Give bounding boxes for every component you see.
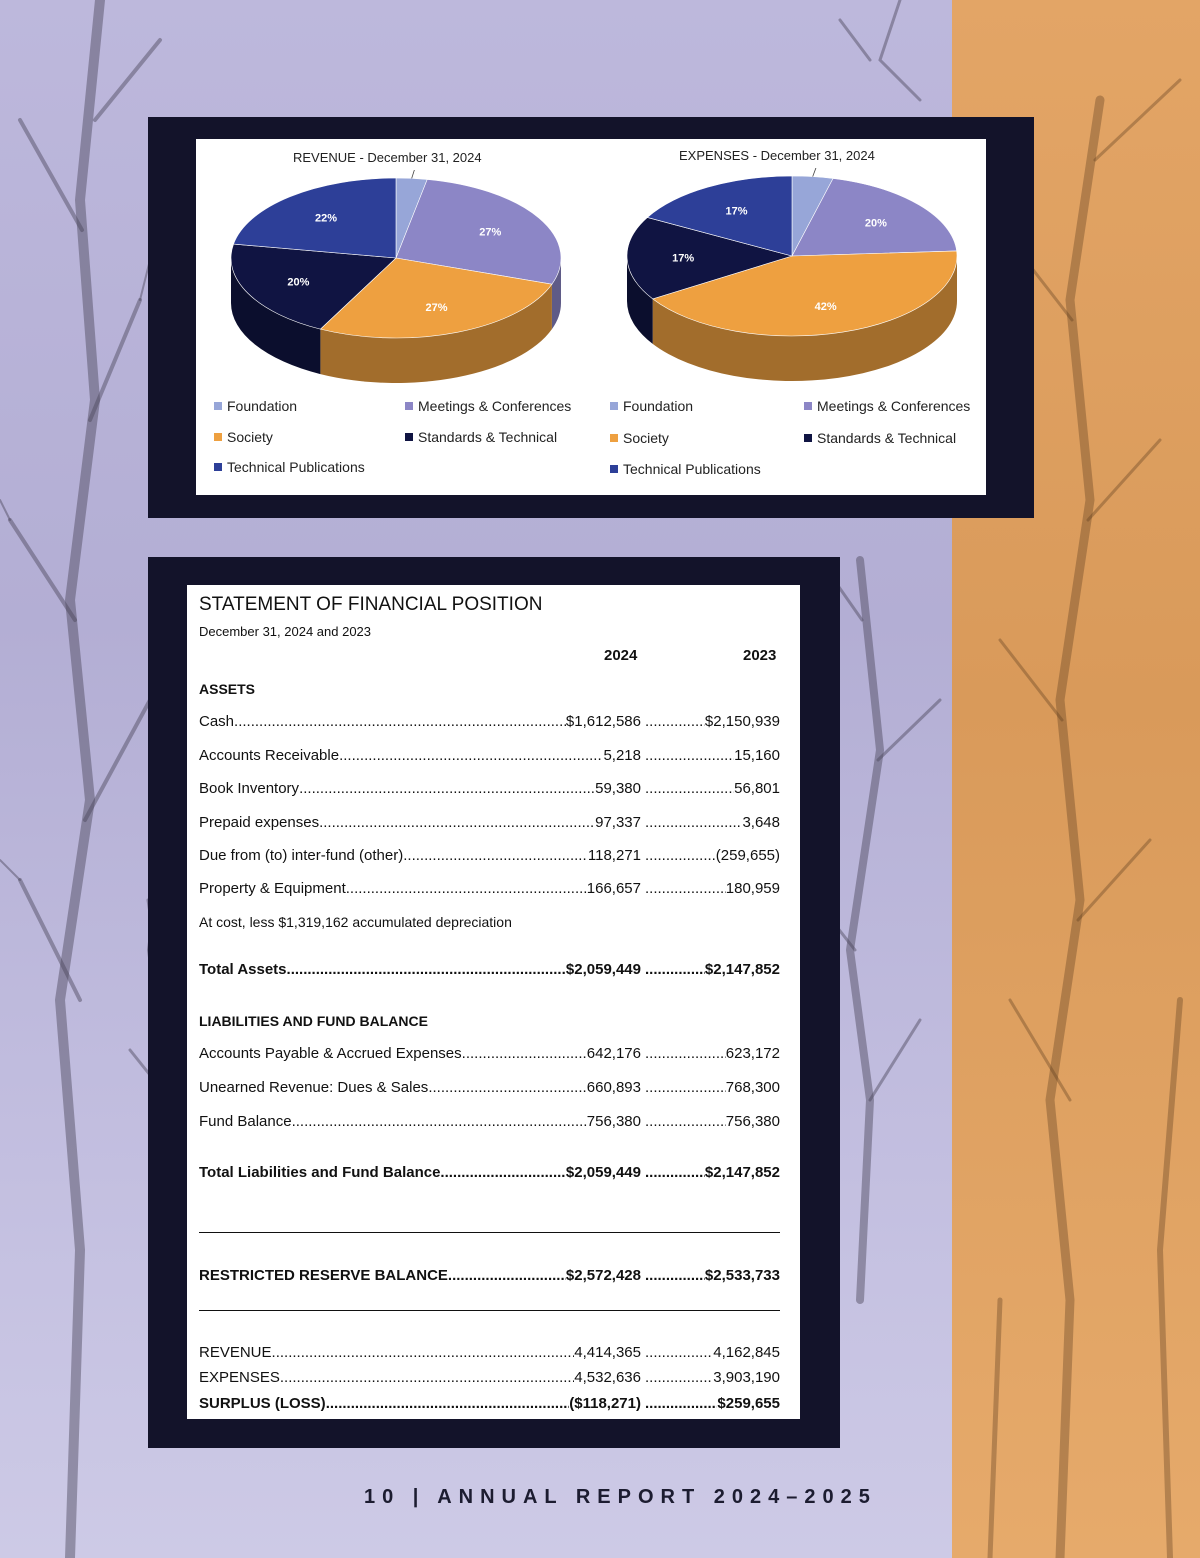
table-row-revenue (199, 1344, 780, 1364)
value-2024: 4,414,365 (574, 1344, 641, 1361)
value-2024: 4,532,636 (574, 1369, 641, 1386)
pie-data-label-standards: 20% (287, 276, 310, 289)
table-row-unearned-revenue (199, 1079, 780, 1099)
value-2024: $1,612,586 (565, 713, 641, 730)
pie-data-label-society: 27% (425, 302, 448, 315)
value-2023: (259,655) (715, 847, 780, 864)
row-label: Total Assets (199, 961, 287, 978)
row-label-cell (199, 814, 641, 831)
expenses-legend-technical-publications (610, 461, 761, 477)
row-2023-cell (645, 1395, 780, 1412)
leader-dots (645, 1113, 726, 1130)
row-2023-cell (645, 880, 780, 897)
value-2024: 642,176 (586, 1045, 641, 1062)
leader-dots (292, 1113, 587, 1130)
revenue-legend-standards (405, 429, 557, 445)
expenses-legend-society (610, 430, 669, 446)
leader-dots (428, 1079, 586, 1096)
table-row-total-liabilities (199, 1164, 780, 1184)
revenue-legend-technical-publications (214, 459, 365, 475)
value-2024: $2,572,428 (565, 1267, 641, 1284)
leader-dots (645, 1395, 717, 1412)
row-2023-cell (645, 1113, 780, 1130)
row-label-cell (199, 880, 641, 897)
divider-rule (199, 1310, 780, 1311)
row-label-cell (199, 1164, 641, 1181)
value-2023: 15,160 (734, 747, 780, 764)
row-label-cell (199, 1079, 641, 1096)
row-label-cell (199, 1267, 641, 1284)
row-label-cell (199, 780, 641, 797)
pie-data-label-meetings: 20% (864, 217, 887, 230)
table-row-accounts-receivable (199, 747, 780, 767)
value-2023: $2,150,939 (704, 713, 780, 730)
legend-swatch (804, 402, 812, 410)
row-2023-cell (645, 780, 780, 797)
table-row-restricted-reserve (199, 1267, 780, 1287)
expenses-chart-title: EXPENSES - December 31, 2024 (679, 148, 875, 163)
liabilities-heading: LIABILITIES AND FUND BALANCE (199, 1013, 428, 1029)
value-2023: 3,903,190 (713, 1369, 780, 1386)
row-label-cell (199, 747, 641, 764)
row-label: Unearned Revenue: Dues & Sales (199, 1079, 429, 1096)
leader-dots (645, 1369, 713, 1386)
leader-dots (462, 1045, 587, 1062)
leader-dots (645, 814, 742, 831)
expenses-legend-meetings (804, 398, 970, 414)
assets-heading: ASSETS (199, 681, 256, 697)
row-2023-cell (645, 713, 780, 730)
row-label-cell (199, 1045, 641, 1062)
row-label: Total Liabilities and Fund Balance (199, 1164, 441, 1181)
divider-rule (199, 1232, 780, 1233)
page-footer: 10 | ANNUAL REPORT 2024–2025 (364, 1486, 877, 1508)
table-row-expenses (199, 1369, 780, 1389)
value-2023: $2,533,733 (704, 1267, 780, 1284)
pie-data-label-society: 42% (814, 301, 837, 314)
row-label: SURPLUS (LOSS) (199, 1395, 326, 1412)
row-label-cell (199, 961, 641, 978)
legend-swatch (405, 402, 413, 410)
pie-leader-line (813, 168, 818, 177)
row-2023-cell (645, 1164, 780, 1181)
table-row-property-equipment (199, 880, 780, 900)
leader-dots (645, 1267, 705, 1284)
leader-dots (319, 814, 595, 831)
legend-swatch (214, 402, 222, 410)
value-2023: 56,801 (734, 780, 780, 797)
row-2023-cell (645, 747, 780, 764)
row-label-cell (199, 847, 641, 864)
row-label-cell (199, 1113, 641, 1130)
statement-panel (187, 585, 800, 1419)
value-2023: 768,300 (725, 1079, 780, 1096)
table-row-surplus-loss (199, 1395, 780, 1415)
legend-swatch (610, 402, 618, 410)
value-2023: 4,162,845 (713, 1344, 780, 1361)
table-row-prepaid-expenses (199, 814, 780, 834)
legend-swatch (214, 433, 222, 441)
revenue-legend-meetings (405, 398, 571, 414)
row-label: RESTRICTED RESERVE BALANCE (199, 1267, 448, 1284)
leader-dots (645, 1164, 705, 1181)
table-row-fund-balance (199, 1113, 780, 1133)
leader-dots (440, 1164, 566, 1181)
pie-leader-line (412, 170, 416, 178)
leader-dots (287, 961, 566, 978)
row-label: Accounts Payable & Accrued Expenses (199, 1045, 462, 1062)
row-2023-cell (645, 961, 780, 978)
pie-data-label-technical_publications: 22% (314, 212, 338, 225)
value-2024: 5,218 (603, 747, 641, 764)
leader-dots (645, 1045, 726, 1062)
legend-swatch (804, 434, 812, 442)
legend-swatch (610, 434, 618, 442)
value-2024: 59,380 (595, 780, 641, 797)
statement-title: STATEMENT OF FINANCIAL POSITION (199, 594, 543, 615)
revenue-chart-title: REVENUE - December 31, 2024 (293, 150, 482, 165)
leader-dots (234, 713, 566, 730)
legend-label: Foundation (227, 398, 298, 414)
pie-data-label-meetings: 27% (479, 226, 502, 239)
row-label-cell (199, 1369, 641, 1386)
expenses-pie-chart (622, 168, 962, 390)
column-header-2023: 2023 (743, 647, 777, 664)
legend-swatch (405, 433, 413, 441)
row-2023-cell (645, 1079, 780, 1096)
leader-dots (326, 1395, 570, 1412)
legend-swatch (610, 465, 618, 473)
legend-label: Standards & Technical (418, 429, 558, 445)
value-2024: 166,657 (586, 880, 641, 897)
legend-label: Society (227, 429, 273, 445)
leader-dots (403, 847, 588, 864)
leader-dots (280, 1369, 574, 1386)
value-2023: 3,648 (742, 814, 780, 831)
leader-dots (645, 713, 705, 730)
revenue-pie-chart (226, 170, 566, 392)
value-2023: $2,147,852 (704, 961, 780, 978)
value-2024: 97,337 (595, 814, 641, 831)
row-label-cell (199, 1395, 641, 1412)
row-label: EXPENSES (199, 1369, 280, 1386)
value-2024: $2,059,449 (565, 1164, 641, 1181)
row-2023-cell (645, 1344, 780, 1361)
leader-dots (645, 880, 726, 897)
value-2023: 756,380 (725, 1113, 780, 1130)
row-2023-cell (645, 1045, 780, 1062)
leader-dots (339, 747, 603, 764)
row-label: Prepaid expenses (199, 814, 320, 831)
table-row-due-from-inter-fund (199, 847, 780, 867)
leader-dots (346, 880, 587, 897)
leader-dots (645, 961, 705, 978)
legend-swatch (214, 463, 222, 471)
legend-label: Technical Publications (227, 459, 365, 475)
row-2023-cell (645, 814, 780, 831)
legend-label: Meetings & Conferences (418, 398, 572, 414)
row-2023-cell (645, 1369, 780, 1386)
value-2024: ($118,271) (569, 1395, 641, 1412)
expenses-legend-standards (804, 430, 956, 446)
pie-data-label-standards: 17% (672, 252, 695, 265)
row-label: Due from (to) inter-fund (other) (199, 847, 404, 864)
column-header-2024: 2024 (604, 647, 638, 664)
row-label: Cash (199, 713, 235, 730)
value-2023: 623,172 (725, 1045, 780, 1062)
leader-dots (645, 780, 734, 797)
legend-label: Foundation (623, 398, 694, 414)
row-2023-cell (645, 1267, 780, 1284)
value-2024: 756,380 (586, 1113, 641, 1130)
legend-label: Technical Publications (623, 461, 761, 477)
row-2023-cell (645, 847, 780, 864)
table-row-cash (199, 713, 780, 733)
revenue-legend-foundation (214, 398, 297, 414)
row-label: Property & Equipment (199, 880, 346, 897)
value-2024: $2,059,449 (565, 961, 641, 978)
statement-subtitle: December 31, 2024 and 2023 (199, 624, 372, 639)
legend-label: Meetings & Conferences (817, 398, 971, 414)
depreciation-note: At cost, less $1,319,162 accumulated depreciation (199, 914, 512, 930)
leader-dots (645, 1079, 726, 1096)
value-2024: 660,893 (586, 1079, 641, 1096)
leader-dots (448, 1267, 566, 1284)
row-label-cell (199, 713, 641, 730)
revenue-legend-society (214, 429, 273, 445)
leader-dots (645, 747, 734, 764)
leader-dots (645, 1344, 713, 1361)
row-label: Accounts Receivable (199, 747, 340, 764)
value-2023: $259,655 (717, 1395, 780, 1412)
expenses-legend-foundation (610, 398, 693, 414)
value-2023: $2,147,852 (704, 1164, 780, 1181)
leader-dots (299, 780, 595, 797)
pie-data-label-technical_publications: 17% (725, 205, 748, 218)
value-2024: 118,271 (587, 847, 641, 864)
legend-label: Society (623, 430, 669, 446)
leader-dots (272, 1344, 575, 1361)
table-row-total-assets (199, 961, 780, 981)
value-2023: 180,959 (725, 880, 780, 897)
table-row-accounts-payable (199, 1045, 780, 1065)
legend-label: Standards & Technical (817, 430, 957, 446)
row-label-cell (199, 1344, 641, 1361)
row-label: Fund Balance (199, 1113, 292, 1130)
row-label: REVENUE (199, 1344, 272, 1361)
leader-dots (645, 847, 716, 864)
row-label: Book Inventory (199, 780, 300, 797)
table-row-book-inventory (199, 780, 780, 800)
